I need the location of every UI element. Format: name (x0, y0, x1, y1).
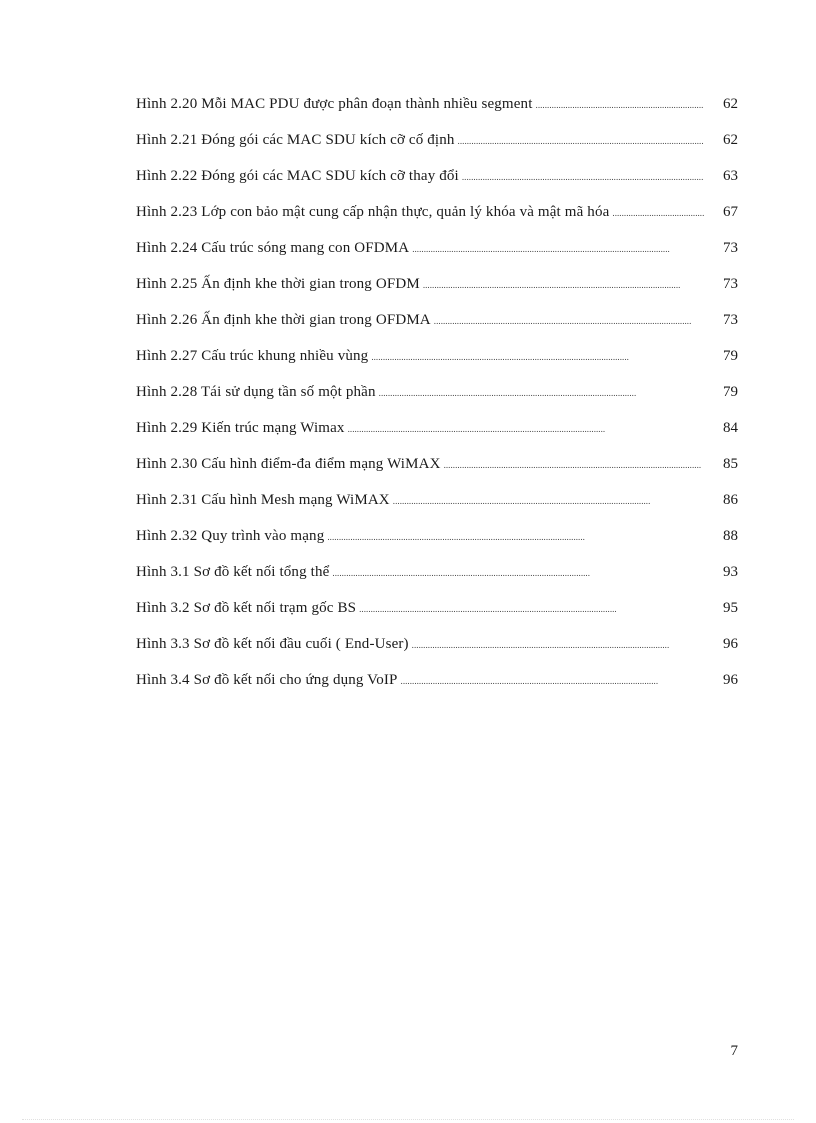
toc-entry[interactable] (136, 454, 738, 490)
dot-leader (423, 275, 704, 295)
dot-leader (371, 347, 704, 367)
toc-entry-title: Hình 2.21 Đóng gói các MAC SDU kích cỡ cố định (136, 132, 455, 148)
toc-entry-page: 67 (723, 204, 738, 220)
toc-entry-page: 63 (723, 168, 738, 184)
toc-entry-page: 62 (723, 132, 738, 148)
toc-entry-title: Hình 3.3 Sơ đồ kết nối đầu cuối ( End-User) (136, 636, 409, 652)
dot-leader (612, 203, 704, 223)
dot-leader (458, 131, 704, 151)
toc-entry-title: Hình 2.27 Cấu trúc khung nhiều vùng (136, 348, 369, 364)
toc-entry-page: 73 (723, 312, 738, 328)
toc-entry[interactable] (136, 130, 738, 166)
toc-entry-title: Hình 2.22 Đóng gói các MAC SDU kích cỡ thay đổi (136, 168, 459, 184)
toc-entry-page: 62 (723, 96, 738, 112)
toc-entry[interactable] (136, 202, 738, 238)
toc-entry-title: Hình 2.31 Cấu hình Mesh mạng WiMAX (136, 492, 390, 508)
toc-entry[interactable] (136, 634, 738, 670)
dot-leader (327, 527, 704, 547)
toc-entry[interactable] (136, 670, 738, 706)
dot-leader (393, 491, 704, 511)
toc-entry-page: 84 (723, 420, 738, 436)
toc-entry-page: 79 (723, 348, 738, 364)
toc-entry[interactable] (136, 274, 738, 310)
toc-entry[interactable] (136, 490, 738, 526)
toc-entry-title: Hình 2.32 Quy trình vào mạng (136, 528, 325, 544)
toc-entry-page: 88 (723, 528, 738, 544)
dot-leader (462, 167, 704, 187)
toc-entry-page: 79 (723, 384, 738, 400)
dot-leader (379, 383, 704, 403)
toc-entry[interactable] (136, 562, 738, 598)
dot-leader (444, 455, 704, 475)
toc-entry-title: Hình 3.2 Sơ đồ kết nối trạm gốc BS (136, 600, 357, 616)
toc-entry-page: 73 (723, 276, 738, 292)
page-number: 7 (730, 1043, 738, 1059)
toc-entry[interactable] (136, 346, 738, 382)
toc-entry-page: 93 (723, 564, 738, 580)
toc-entry[interactable] (136, 382, 738, 418)
toc-entry-title: Hình 2.23 Lớp con bảo mật cung cấp nhận thực, quản lý khóa và mật mã hóa (136, 204, 610, 220)
dot-leader (332, 563, 704, 583)
dot-leader (401, 671, 704, 691)
toc-entry-page: 96 (723, 672, 738, 688)
toc-entry[interactable] (136, 166, 738, 202)
toc-entry-title: Hình 2.20 Mỗi MAC PDU được phân đoạn thành nhiều segment (136, 96, 533, 112)
toc-entry[interactable] (136, 94, 738, 130)
toc-entry-page: 86 (723, 492, 738, 508)
toc-entry[interactable] (136, 310, 738, 346)
toc-entry[interactable] (136, 526, 738, 562)
dot-leader (359, 599, 704, 619)
dot-leader (434, 311, 704, 331)
toc-entry[interactable] (136, 238, 738, 274)
dot-leader (348, 419, 704, 439)
toc-entry-title: Hình 2.26 Ấn định khe thời gian trong OFDMA (136, 312, 431, 328)
toc-entry-title: Hình 2.28 Tái sử dụng tần số một phần (136, 384, 376, 400)
toc-entry-page: 96 (723, 636, 738, 652)
dot-leader (412, 635, 704, 655)
toc-entry[interactable] (136, 598, 738, 634)
toc-entry-page: 73 (723, 240, 738, 256)
list-of-figures (136, 94, 738, 706)
toc-entry-title: Hình 2.30 Cấu hình điểm-đa điểm mạng WiMAX (136, 456, 441, 472)
dot-leader (536, 95, 704, 115)
toc-entry-title: Hình 3.4 Sơ đồ kết nối cho ứng dụng VoIP (136, 672, 398, 688)
toc-entry-title: Hình 3.1 Sơ đồ kết nối tổng thể (136, 564, 330, 580)
dot-leader (412, 239, 704, 259)
toc-entry[interactable] (136, 418, 738, 454)
toc-entry-title: Hình 2.25 Ấn định khe thời gian trong OFDM (136, 276, 420, 292)
toc-entry-page: 95 (723, 600, 738, 616)
toc-entry-page: 85 (723, 456, 738, 472)
toc-entry-title: Hình 2.29 Kiến trúc mạng Wimax (136, 420, 345, 436)
toc-entry-title: Hình 2.24 Cấu trúc sóng mang con OFDMA (136, 240, 410, 256)
page-bottom-edge (22, 1119, 794, 1120)
